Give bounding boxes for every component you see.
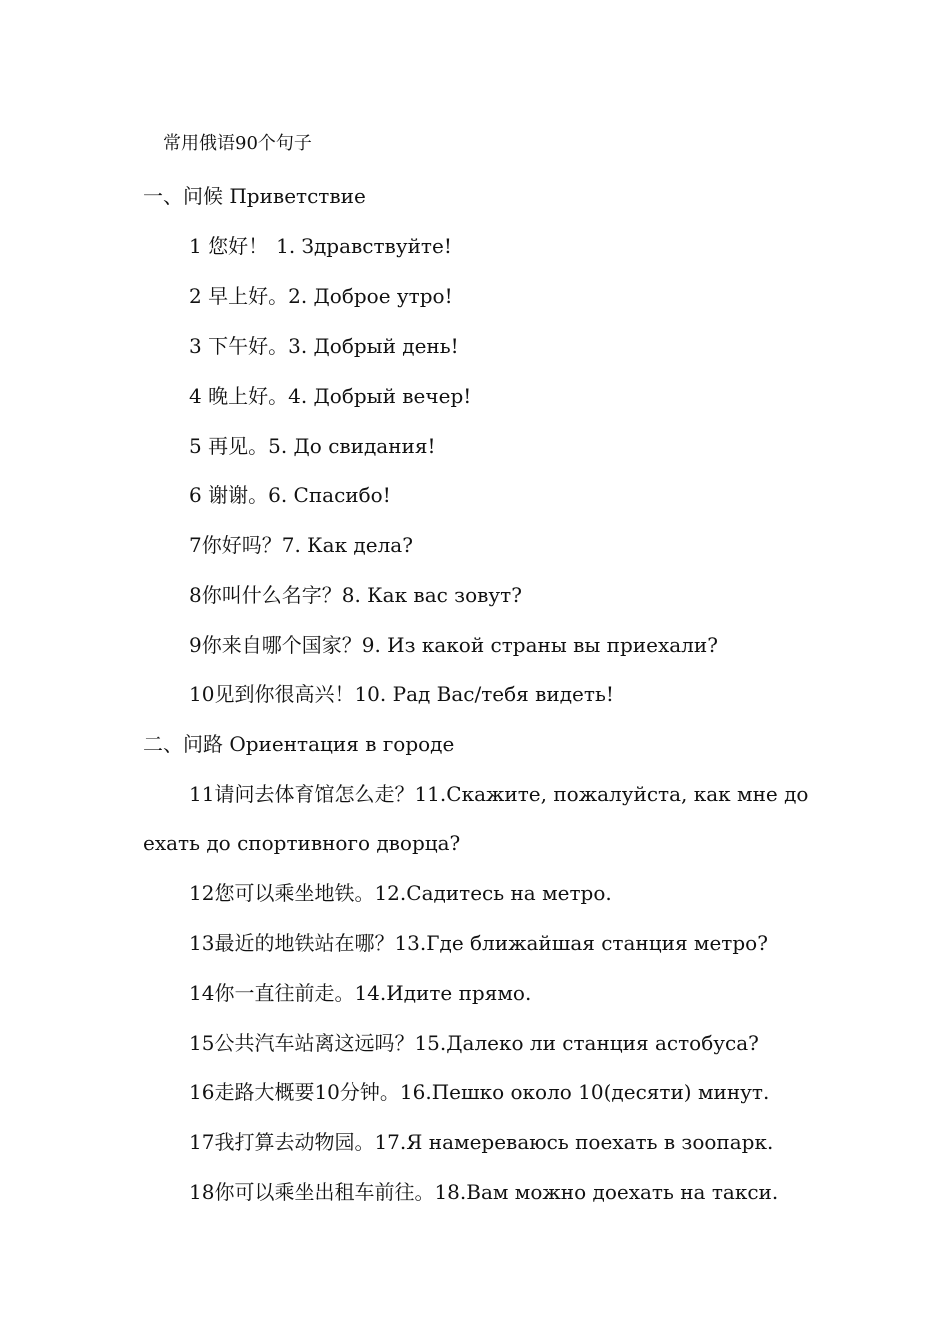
entry-russian: 13.Где ближайшая станция метро?: [394, 931, 768, 955]
entry-russian: 3. Добрый день!: [288, 334, 459, 358]
entry-chinese: 4 晚上好。: [189, 384, 289, 408]
entry-chinese: 8你叫什么名字？: [189, 583, 342, 607]
list-item: [189, 532, 413, 558]
entry-russian: 5. До свидания!: [268, 434, 436, 458]
list-item: [189, 1179, 778, 1205]
entry-chinese: 6 谢谢。: [189, 483, 269, 507]
entry-chinese: 12您可以乘坐地铁。: [189, 881, 375, 905]
entry-russian: 16.Пешко около 10(десяти) минут.: [399, 1080, 770, 1104]
entry-russian: 1. Здравствуйте!: [276, 234, 452, 258]
list-item: [189, 383, 471, 409]
entry-russian: 9. Из какой страны вы приехали?: [361, 633, 718, 657]
entry-russian: 18.Вам можно доехать на такси.: [434, 1180, 779, 1204]
list-item: [189, 333, 459, 359]
entry-russian: 14.Идите прямо.: [354, 981, 532, 1005]
list-item: [189, 781, 809, 807]
entry-chinese: 5 再见。: [189, 434, 269, 458]
entry-chinese: 1 您好！: [189, 234, 269, 258]
entry-russian: 11.Скажите, пожалуйста, как мне до: [414, 782, 809, 806]
entry-chinese: 10见到你很高兴！: [189, 682, 355, 706]
entry-chinese: 18你可以乘坐出租车前往。: [189, 1180, 435, 1204]
section-heading-greetings: 一、问候 Приветствие: [143, 184, 366, 208]
section-heading-directions: 二、问路 Ориентация в городе: [143, 732, 455, 756]
entry-russian: 15.Далеко ли станция астобуса?: [414, 1031, 759, 1055]
list-item: [189, 1030, 759, 1056]
entry-chinese: 9你来自哪个国家？: [189, 633, 362, 657]
entry-russian: 4. Добрый вечер!: [288, 384, 472, 408]
entry-russian: 12.Садитесь на метро.: [374, 881, 612, 905]
list-item: [189, 582, 522, 608]
list-item: [189, 433, 436, 459]
entry-chinese: 3 下午好。: [189, 334, 289, 358]
document-title: 常用俄语90个句子: [163, 133, 312, 154]
entry-chinese: 2 早上好。: [189, 284, 289, 308]
list-item: [189, 930, 768, 956]
entry-russian: 10. Рад Вас/тебя видеть!: [354, 682, 614, 706]
list-item: [189, 233, 452, 259]
list-item: [189, 980, 531, 1006]
entry-russian-continuation: ехать до спортивного дворца?: [143, 831, 461, 855]
entry-russian: 7. Как дела?: [281, 533, 413, 557]
list-item: [189, 1129, 773, 1155]
entry-chinese: 14你一直往前走。: [189, 981, 355, 1005]
entry-chinese: 15公共汽车站离这远吗？: [189, 1031, 415, 1055]
list-item: [189, 482, 391, 508]
entry-chinese: 13最近的地铁站在哪？: [189, 931, 395, 955]
entry-chinese: 7你好吗？: [189, 533, 282, 557]
entry-russian: 8. Как вас зовут?: [341, 583, 522, 607]
list-item: [189, 880, 612, 906]
entry-russian: 17.Я намереваюсь поехать в зоопарк.: [374, 1130, 774, 1154]
entry-chinese: 16走路大概要10分钟。: [189, 1080, 400, 1104]
entry-russian: 2. Доброе утро!: [288, 284, 453, 308]
list-item: [189, 632, 718, 658]
list-item: [189, 1079, 769, 1105]
entry-chinese: 11请问去体育馆怎么走？: [189, 782, 415, 806]
entry-russian: 6. Спасибо!: [268, 483, 391, 507]
entry-chinese: 17我打算去动物园。: [189, 1130, 375, 1154]
list-item: [189, 681, 614, 707]
list-item: [189, 283, 453, 309]
